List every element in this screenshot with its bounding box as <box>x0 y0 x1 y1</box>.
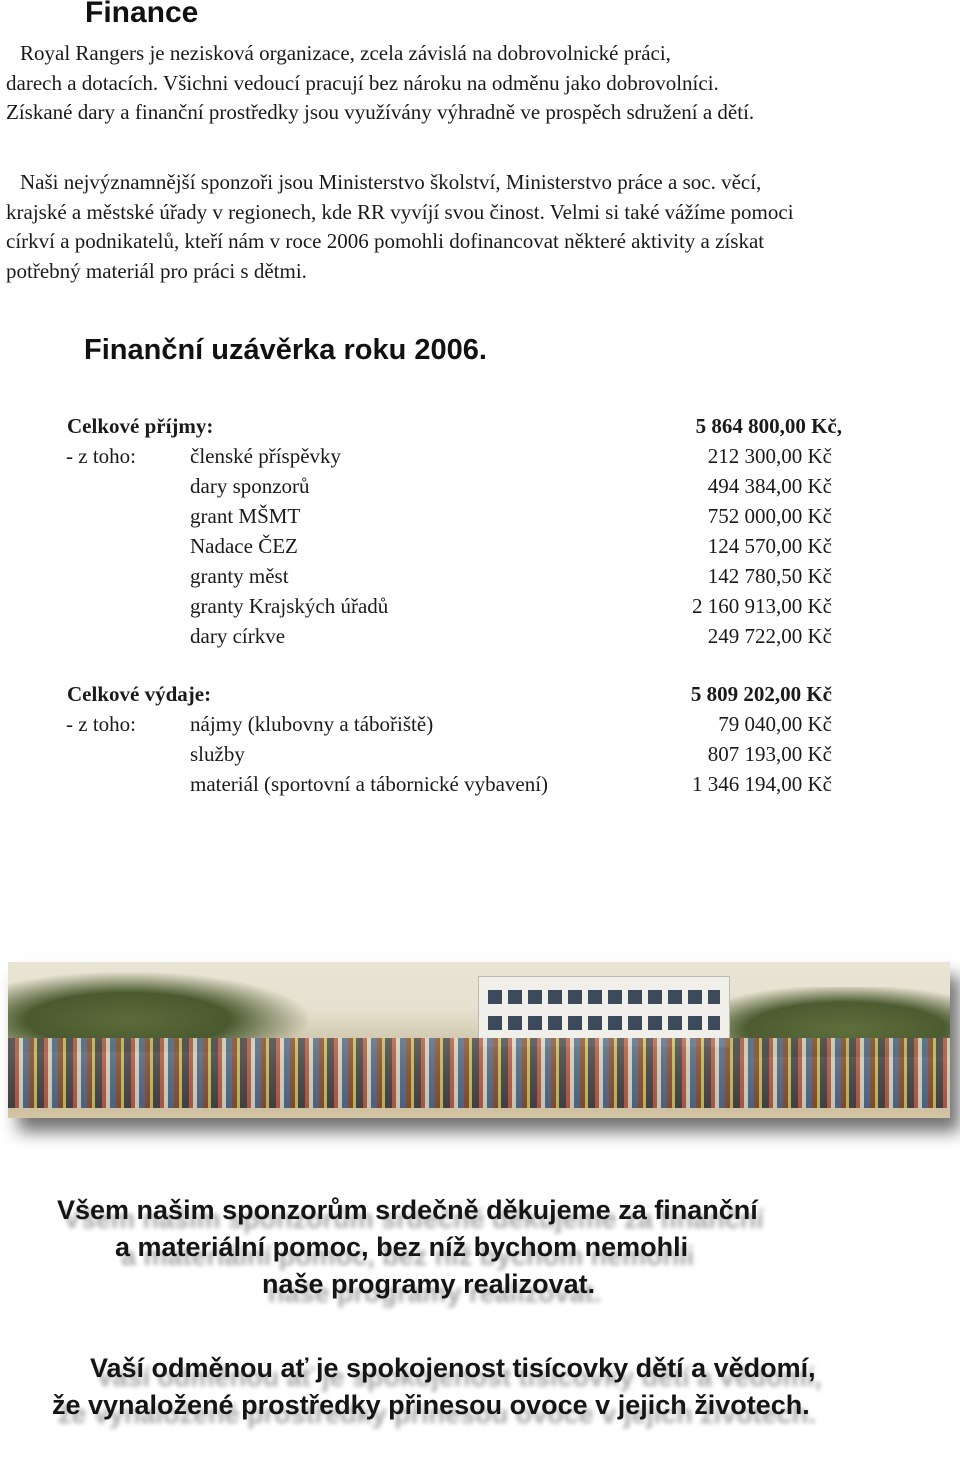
reward-line-1: Vaší odměnou ať je spokojenost tisícovky dětí a vědomí, <box>90 1353 816 1383</box>
income-total-row <box>0 414 960 444</box>
income-item-label: granty měst <box>190 564 289 588</box>
income-item-amount: 142 780,50 Kč <box>707 564 832 588</box>
table-row <box>0 534 960 564</box>
sponsors-line-4: potřebný materiál pro práci s dětmi. <box>6 259 307 284</box>
expenses-item-amount: 1 346 194,00 Kč <box>692 772 832 796</box>
sponsors-paragraph <box>6 168 956 287</box>
expenses-total-amount: 5 809 202,00 Kč <box>690 682 832 706</box>
income-item-amount: 212 300,00 Kč <box>707 444 832 468</box>
expenses-item-amount: 807 193,00 Kč <box>707 742 832 766</box>
income-item-label: dary církve <box>190 624 286 648</box>
sponsors-line-1: Naši nejvýznamnější sponzoři jsou Ministerstvo školství, Ministerstvo práce a soc. věcí, <box>20 170 762 194</box>
expenses-item-label: materiál (sportovní a tábornické vybavení) <box>190 772 549 796</box>
intro-line-3: Získané dary a finanční prostředky jsou využívány výhradně ve prospěch sdružení a dětí. <box>6 100 755 125</box>
reward-line-2: že vynaložené prostředky přinesou ovoce v jejich životech. <box>52 1390 810 1420</box>
expenses-item-label: nájmy (klubovny a tábořiště) <box>190 712 434 736</box>
income-item-amount: 2 160 913,00 Kč <box>692 594 832 618</box>
income-item-amount: 494 384,00 Kč <box>707 474 832 498</box>
table-row <box>0 624 960 654</box>
income-item-label: granty Krajských úřadů <box>190 594 389 618</box>
thanks-line-3: naše programy realizovat. <box>262 1269 596 1299</box>
income-item-amount: 752 000,00 Kč <box>707 504 832 528</box>
income-prefix: - z toho: <box>66 444 136 468</box>
table-row <box>0 742 960 772</box>
income-item-amount: 124 570,00 Kč <box>707 534 832 558</box>
photo-crowd-shade <box>8 1038 950 1108</box>
table-row <box>0 504 960 534</box>
expenses-total-row <box>0 682 960 712</box>
intro-line-1: Royal Rangers je nezisková organizace, zcela závislá na dobrovolnické práci, <box>20 41 671 65</box>
sponsors-line-3: církví a podnikatelů, kteří nám v roce 2006 pomohli dofinancovat některé aktivity a získat <box>6 229 765 254</box>
expenses-item-label: služby <box>190 742 245 766</box>
photo-building-windows <box>488 1016 720 1030</box>
intro-paragraph <box>6 39 956 128</box>
thanks-message <box>0 1192 960 1302</box>
page-heading: Finance <box>85 0 199 29</box>
expenses-total-label: Celkové výdaje: <box>67 682 212 706</box>
table-row <box>0 772 960 802</box>
table-row <box>0 444 960 474</box>
sponsors-line-2: krajské a městské úřady v regionech, kde RR vyvíjí svou činost. Velmi si také vážíme pomoci <box>6 199 794 224</box>
income-total-amount: 5 864 800,00 Kč, <box>695 414 842 438</box>
income-total-label: Celkové příjmy: <box>67 414 214 438</box>
income-item-label: dary sponzorů <box>190 474 310 498</box>
income-item-label: členské příspěvky <box>190 444 342 468</box>
expenses-prefix: - z toho: <box>66 712 136 736</box>
thanks-line-1: Všem našim sponzorům srdečně děkujeme za finanční <box>57 1195 758 1225</box>
reward-message <box>0 1350 960 1430</box>
income-item-label: Nadace ČEZ <box>190 534 298 558</box>
photo-building-windows <box>488 990 720 1004</box>
table-row <box>0 474 960 504</box>
section-title: Finanční uzávěrka roku 2006. <box>84 334 487 366</box>
income-item-label: grant MŠMT <box>190 504 301 528</box>
thanks-line-2: a materiální pomoc, bez níž bychom nemohli <box>115 1232 689 1262</box>
table-row <box>0 712 960 742</box>
table-row <box>0 594 960 624</box>
income-item-amount: 249 722,00 Kč <box>707 624 832 648</box>
group-photo <box>8 962 950 1118</box>
expenses-item-amount: 79 040,00 Kč <box>718 712 832 736</box>
intro-line-2: darech a dotacích. Všichni vedoucí pracují bez nároku na odměnu jako dobrovolníci. <box>6 70 719 95</box>
table-row <box>0 564 960 594</box>
